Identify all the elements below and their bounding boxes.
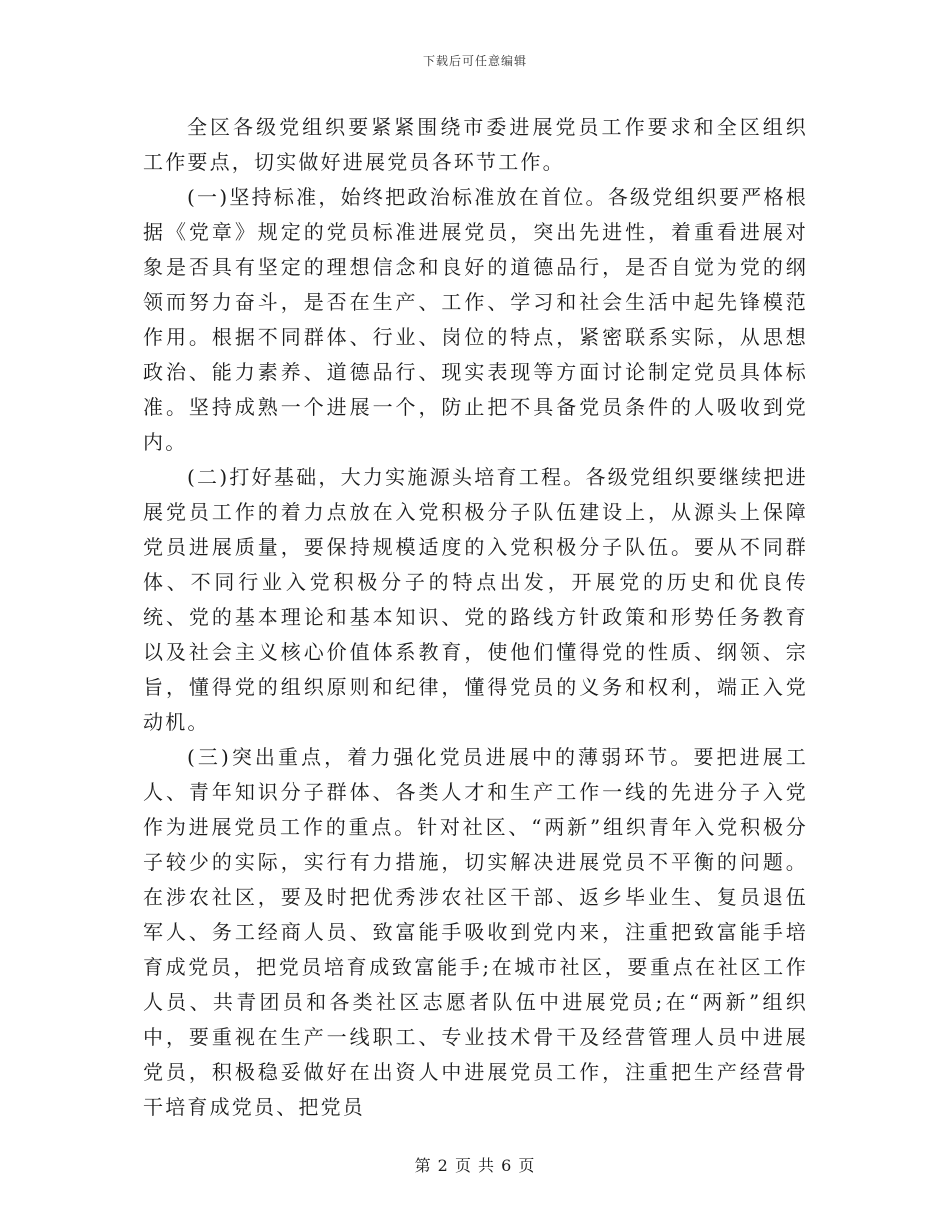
paragraph-section-3: (三)突出重点，着力强化党员进展中的薄弱环节。要把进展工人、青年知识分子群体、各类人才和生产工作一线的先进分子入党作为进展党员工作的重点。针对社区、“两新”组织青年入党积极分子较少的实际，实行有力措施，切实解决进展党员不平衡的问题。在涉农社区，要及时把优秀涉农社区干部、返乡毕业生、复员退伍军人、务工经商人员、致富能手吸收到党内来，注重把致富能手培育成党员，把党员培育成致富能手;在城市社区，要重点在社区工作人员、共青团员和各类社区志愿者队伍中进展党员;在“两新”组织中，要重视在生产一线职工、专业技术骨干及经营管理人员中进展党员，积极稳妥做好在出资人中进展党员工作，注重把生产经营骨干培育成党员、把党员 (143, 745, 808, 1119)
paragraph-intro: 全区各级党组织要紧紧围绕市委进展党员工作要求和全区组织工作要点，切实做好进展党员各环节工作。 (143, 115, 808, 174)
document-body (143, 110, 808, 1125)
paragraph-section-2: (二)打好基础，大力实施源头培育工程。各级党组织要继续把进展党员工作的着力点放在入党积极分子队伍建设上，从源头上保障党员进展质量，要保持规模适度的入党积极分子队伍。要从不同群体、不同行业入党积极分子的特点出发，开展党的历史和优良传统、党的基本理论和基本知识、党的路线方针政策和形势任务教育以及社会主义核心价值体系教育，使他们懂得党的性质、纲领、宗旨，懂得党的组织原则和纪律，懂得党员的义务和权利，端正入党动机。 (143, 465, 808, 734)
page-header: 下载后可任意编辑 (422, 54, 527, 68)
paragraph-section-1: (一)坚持标准，始终把政治标准放在首位。各级党组织要严格根据《党章》规定的党员标准进展党员，突出先进性，着重看进展对象是否具有坚定的理想信念和良好的道德品行，是否自觉为党的纲领而努力奋斗，是否在生产、工作、学习和社会生活中起先锋模范作用。根据不同群体、行业、岗位的特点，紧密联系实际，从思想政治、能力素养、道德品行、现实表现等方面讨论制定党员具体标准。坚持成熟一个进展一个，防止把不具备党员条件的人吸收到党内。 (143, 185, 808, 454)
page-footer: 第 2 页 共 6 页 (414, 1156, 536, 1175)
